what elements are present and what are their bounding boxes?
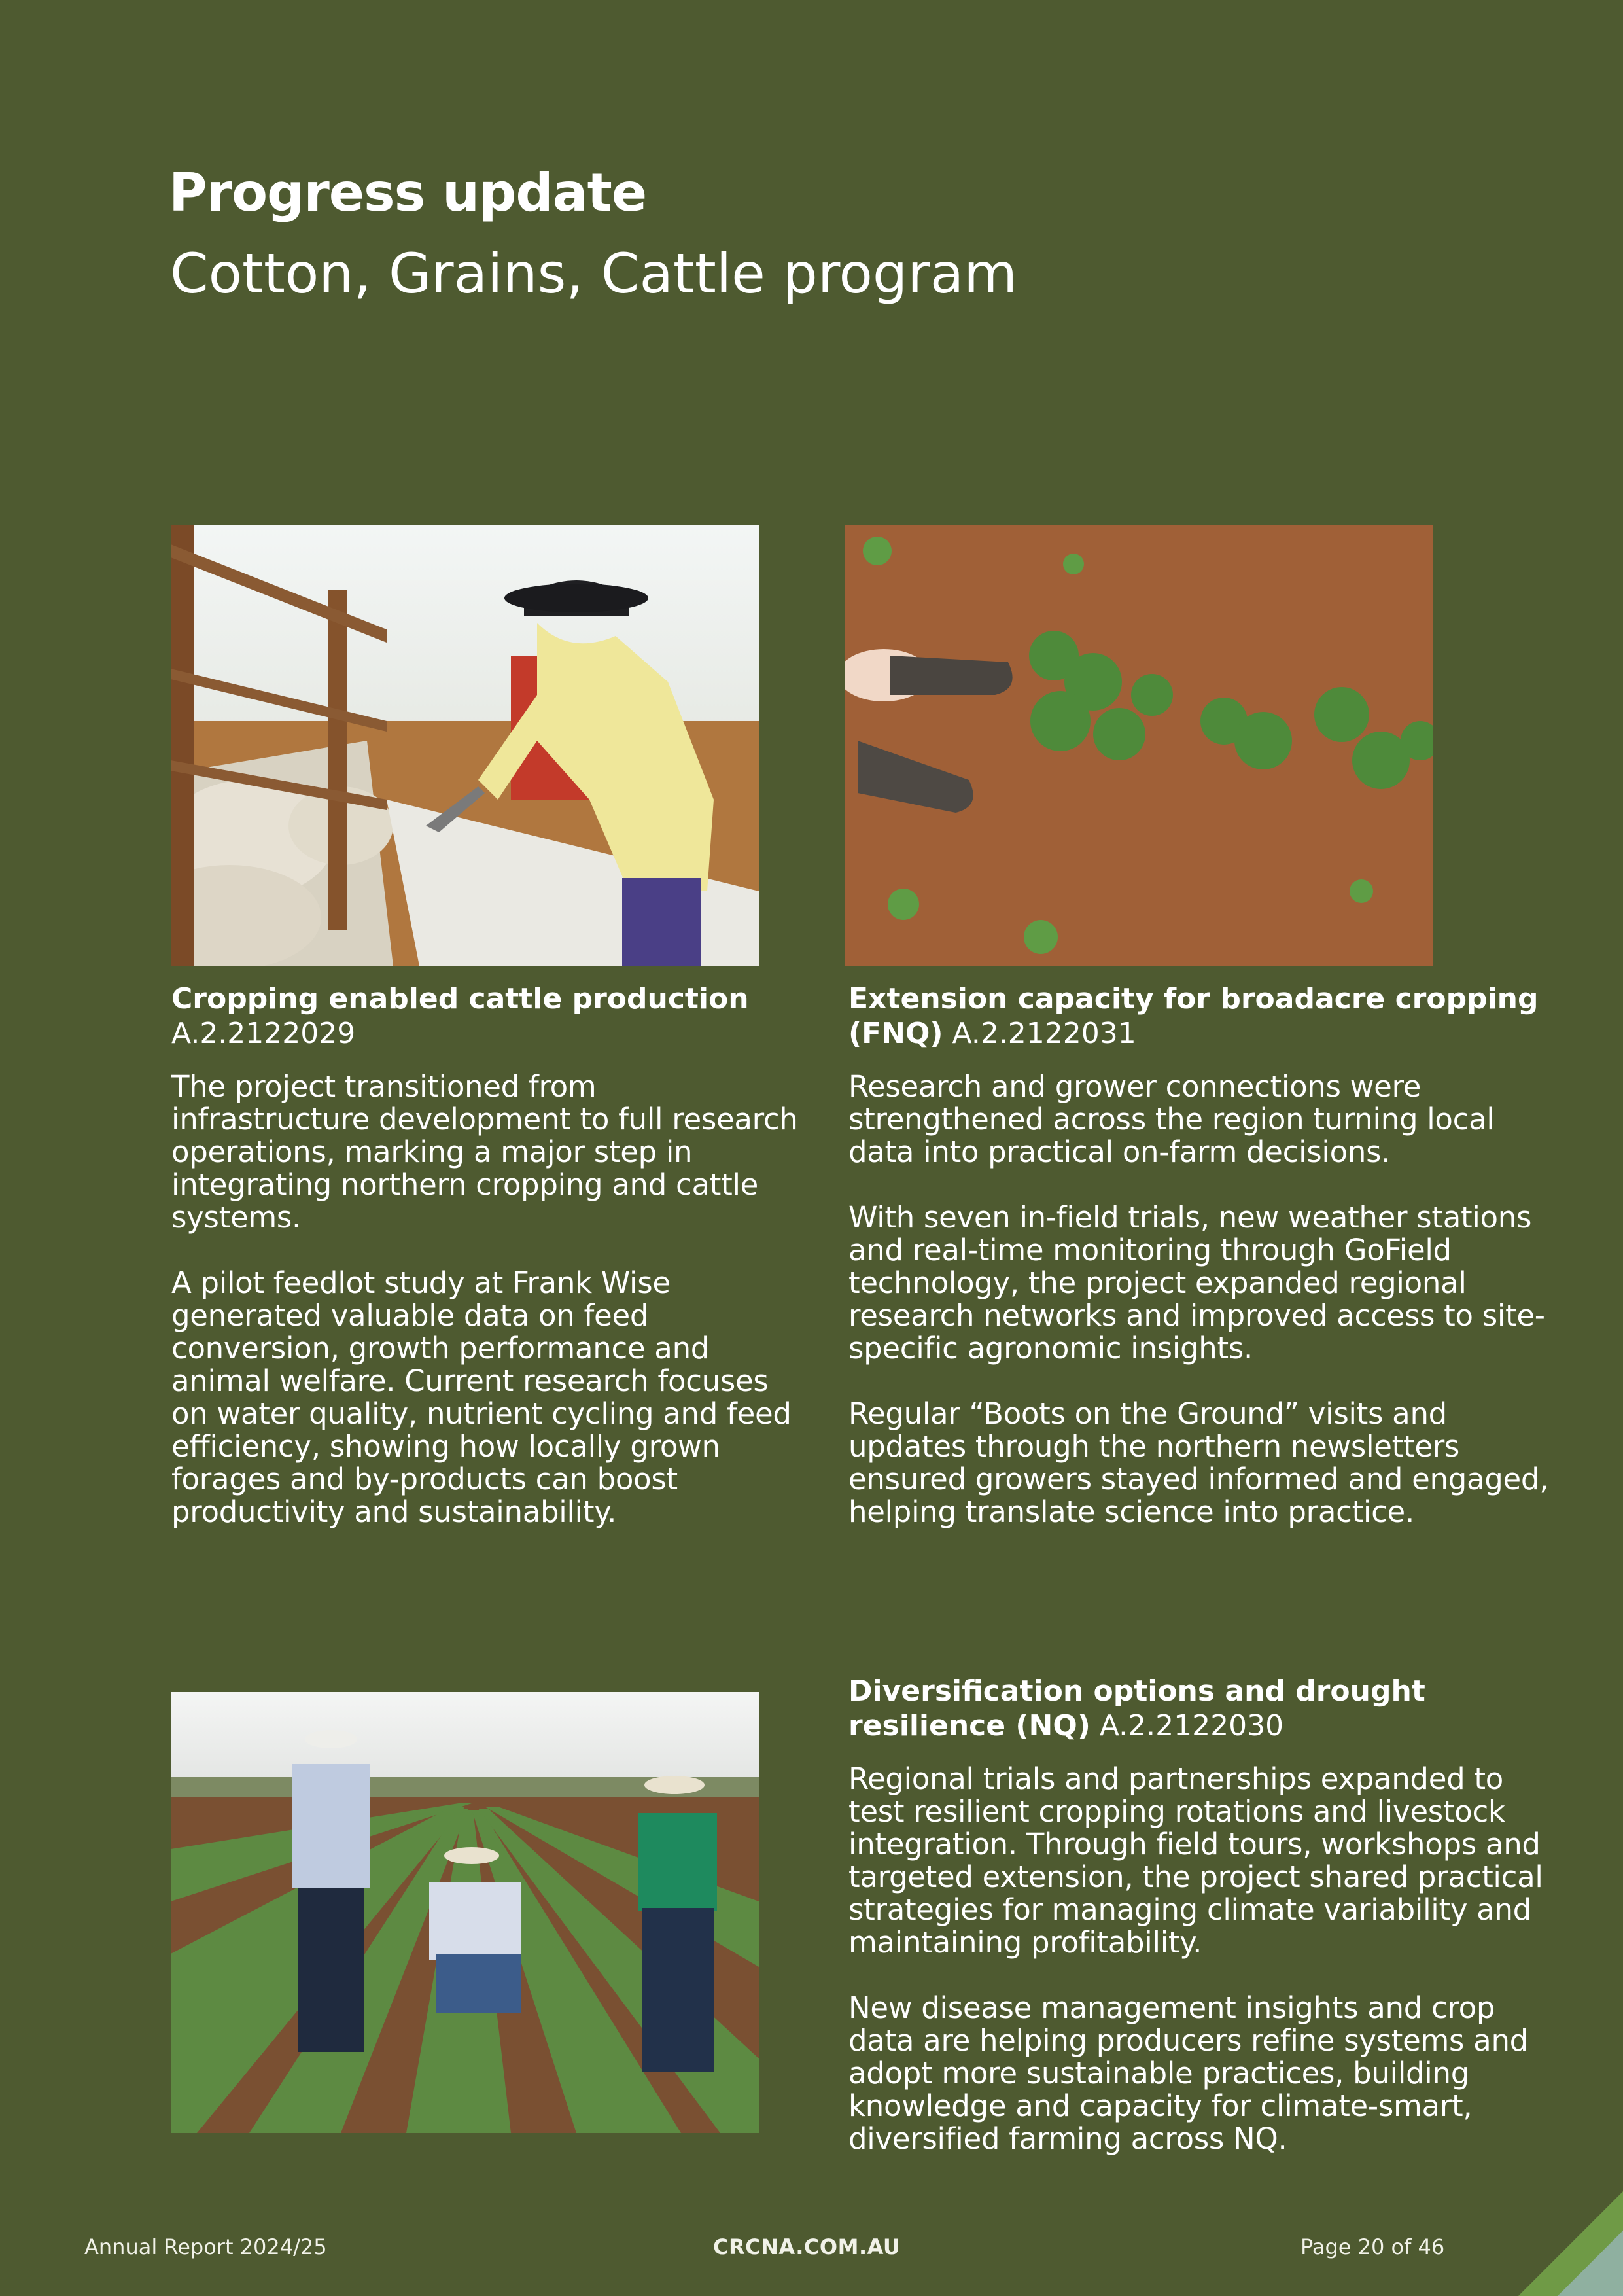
section-paragraph: New disease management insights and crop data are helping producers refine systems and adopt more sustainable practices, building knowledge and capacity for climate-smart, diversified farming across NQ. (848, 1990, 1528, 2156)
section-paragraph: Regional trials and partnerships expanded to test resilient cropping rotations and livestock integration. Through field tours, workshops and targeted extension, the project shared practical strategies for managing climate variability and maintaining profitability. (848, 1761, 1543, 1960)
section-diversification (848, 1674, 1555, 2188)
section-paragraph: Research and grower connections were strengthened across the region turning local data into practical on-farm decisions. (848, 1069, 1495, 1169)
cotton-seedlings-photo (845, 525, 1433, 966)
section-title: Extension capacity for broadacre cropping (FNQ) (848, 982, 1539, 1050)
field-team-photo (171, 1692, 759, 2133)
section-title: Cropping enabled cattle production (171, 982, 749, 1016)
project-code: A.2.2122030 (1099, 1709, 1284, 1742)
corner-accent-decoration (1518, 2191, 1623, 2296)
section-cattle-production (171, 981, 799, 1561)
section-paragraph: A pilot feedlot study at Frank Wise generated valuable data on feed conversion, growth performance and animal welfare. Current research focuses on water quality, nutrient cycling and feed efficiency, showing how locally grown forages and by-products can boost productivity and sustainability. (171, 1265, 792, 1529)
section-heading (848, 1674, 1555, 1743)
page-title: Progress update (169, 162, 647, 223)
section-broadacre-extension (848, 981, 1555, 1561)
footer-website-link[interactable]: CRCNA.COM.AU (713, 2234, 901, 2259)
section-paragraph: The project transitioned from infrastructure development to full research operations, marking a major step in integrating northern cropping and cattle systems. (171, 1069, 798, 1235)
project-code: A.2.2122031 (952, 1017, 1136, 1050)
section-title: Diversification options and drought resilience (NQ) (848, 1674, 1425, 1742)
section-paragraph: With seven in-field trials, new weather stations and real-time monitoring through GoField technology, the project expanded regional research networks and improved access to site-specific agronomic insights. (848, 1200, 1545, 1366)
cattle-feedlot-photo (171, 525, 759, 966)
project-code: A.2.2122029 (171, 1017, 356, 1050)
section-heading (171, 981, 799, 1051)
footer-page-number: Page 20 of 46 (1300, 2234, 1445, 2259)
footer-report-label: Annual Report 2024/25 (84, 2234, 327, 2259)
section-paragraph: Regular “Boots on the Ground” visits and updates through the northern newsletters ensured growers stayed informed and engaged, helping translate science into practice. (848, 1396, 1549, 1529)
page-subtitle: Cotton, Grains, Cattle program (170, 241, 1018, 306)
section-heading (848, 981, 1555, 1051)
